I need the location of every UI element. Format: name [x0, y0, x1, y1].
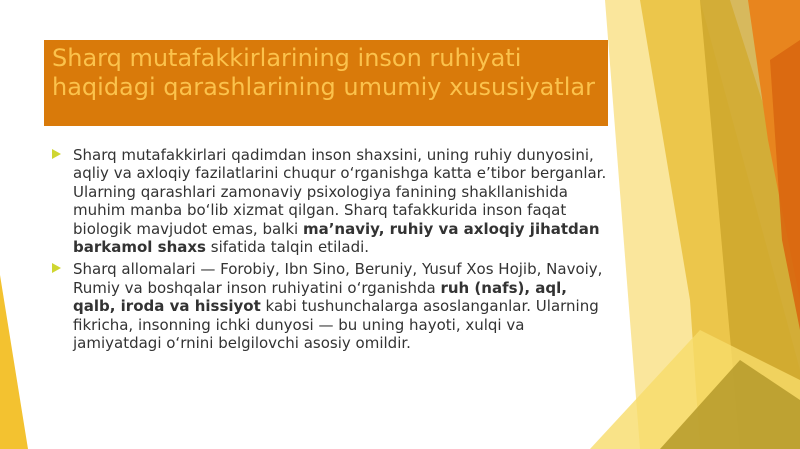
bullet-text: Sharq allomalari — Forobiy, Ibn Sino, Beruniy, Yusuf Xos Hojib, Navoiy, Rumiy va boshqalar inson ruhiyatini o‘rganishda: [73, 260, 603, 297]
bullet-text: kabi tushunchalarga asoslanganlar. Ularning fikricha, insonning ichki dunyosi — bu uning hayoti, xulqi va jamiyatdagi o‘rnini belgilovchi asosiy omildir.: [73, 297, 599, 353]
bullet-text: sifatida talqin etiladi.: [206, 238, 370, 257]
bullet-text: Sharq mutafakkirlari qadimdan inson shaxsini, uning ruhiy dunyosini, aqliy va axloqiy fazilatlarini chuqur o‘rganishga katta e’tibor berganlar. Ularning qarashlari zamonaviy psixologiya fanining shakllanishida muhim manba bo‘lib xizmat qilgan. Sharq tafakkurida inson faqat biologik mavjudot emas, balki: [73, 146, 607, 238]
left-accent-shape: [0, 275, 28, 449]
bullet-bold-text: ma’naviy, ruhiy va axloqiy jihatdan barkamol shaxs: [73, 219, 600, 257]
bullet-arrow-icon: [52, 149, 61, 159]
bullet-item: [52, 146, 612, 256]
title-banner: [44, 40, 608, 126]
bullet-item: [52, 260, 612, 352]
slide-title: Sharq mutafakkirlarining inson ruhiyati haqidagi qarashlarining umumiy xususiyatlar: [52, 44, 595, 101]
bullet-bold-text: ruh (nafs), aql, qalb, iroda va hissiyot: [73, 278, 567, 316]
bullet-arrow-icon: [52, 263, 61, 273]
bullet-list: [52, 146, 612, 356]
